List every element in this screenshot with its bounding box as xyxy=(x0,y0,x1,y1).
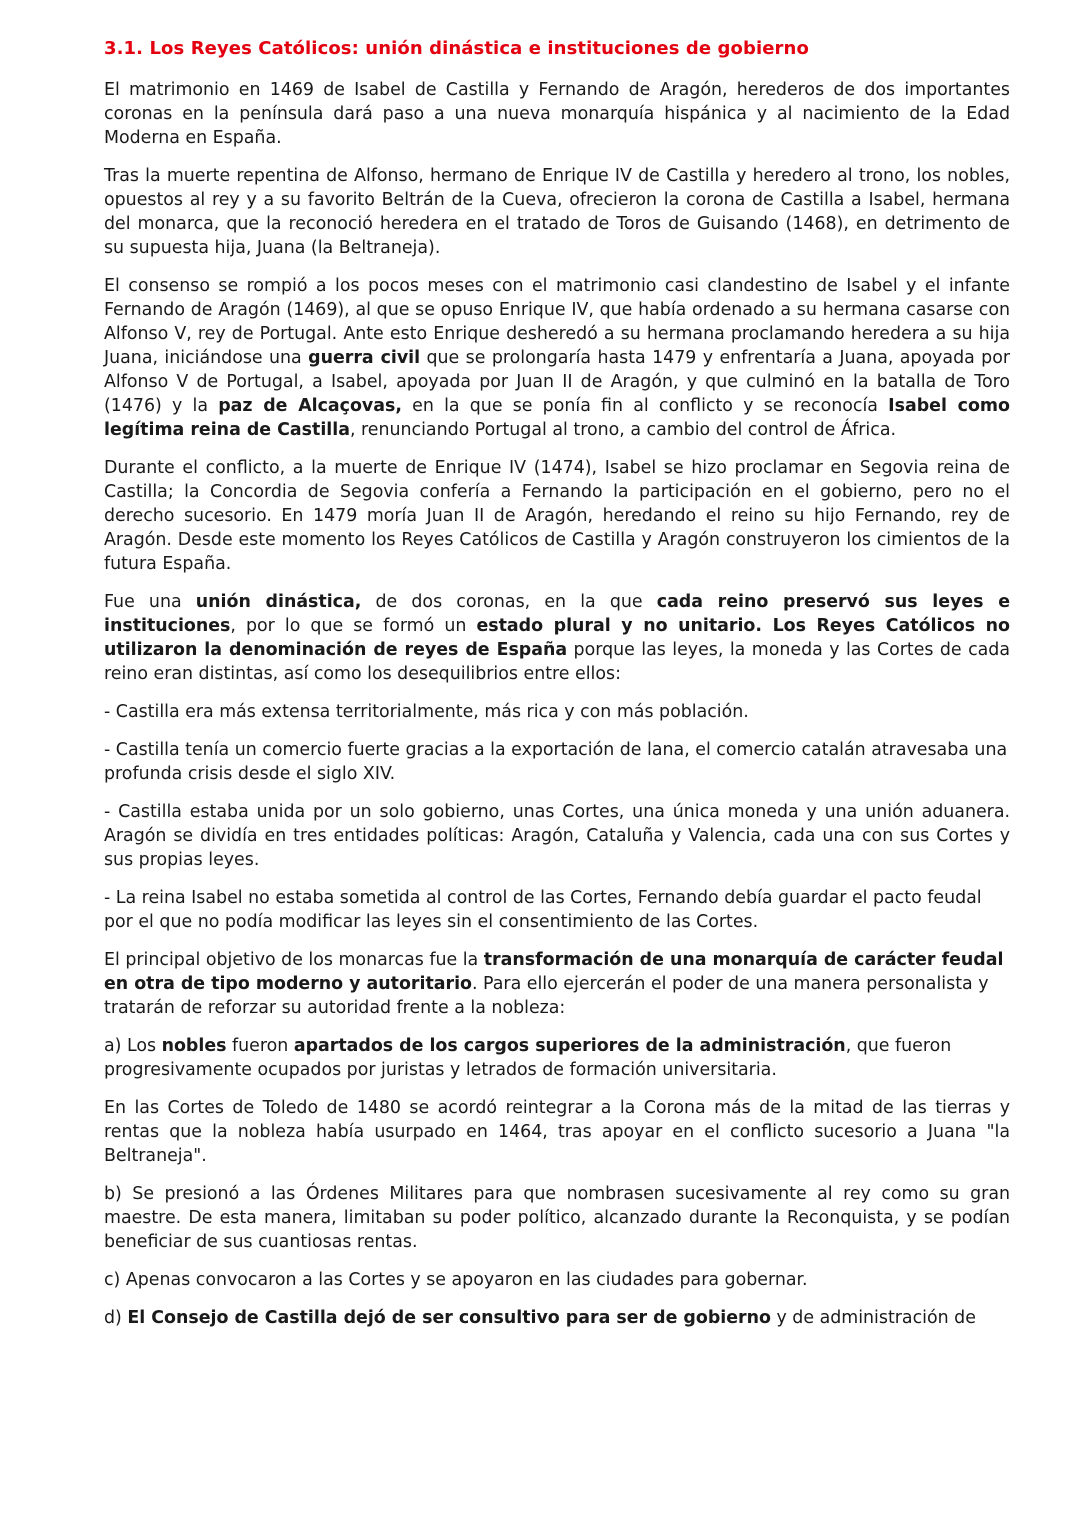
bold-text: Isabel como legítima reina de Castilla xyxy=(104,396,1010,440)
paragraph-succession: Tras la muerte repentina de Alfonso, hermano de Enrique IV de Castilla y heredero al trono, los nobles, opuestos al rey y a su favorito Beltrán de la Cueva, ofrecieron la corona de Castilla a Isabel, hermana del monarca, que la reconoció heredera en el tratado de Toros de Guisando (1468), en detrimento de su supuesta hija, Juana (la Beltraneja). xyxy=(104,166,1010,258)
list-item: - Castilla tenía un comercio fuerte gracias a la exportación de lana, el comercio catalán atravesaba una profunda crisis desde el siglo XIV. xyxy=(104,740,1008,784)
text-run: en la que se ponía fin al conflicto y se reconocía xyxy=(401,396,889,416)
paragraph-toledo: En las Cortes de Toledo de 1480 se acordó reintegrar a la Corona más de la mitad de las tierras y rentas que la nobleza había usurpado en 1464, tras apoyar en el conflicto sucesorio a Juana "la Beltraneja". xyxy=(104,1098,1010,1166)
text-run: . Para ello ejercerán el poder de una manera personalista y tratarán de reforzar su autoridad frente a la nobleza: xyxy=(104,974,989,1018)
bold-text: El Consejo de Castilla dejó de ser consultivo para ser de gobierno xyxy=(127,1308,771,1328)
text-run: , que fueron progresivamente ocupados por juristas y letrados de formación universitaria. xyxy=(104,1036,952,1080)
bold-text: cada reino preservó sus leyes e instituciones xyxy=(104,592,1011,636)
text-run: de dos coronas, en la que xyxy=(361,592,657,612)
bold-text: paz de Alcaçovas, xyxy=(218,396,402,416)
paragraph-council xyxy=(104,1306,1010,1330)
text-run: El principal objetivo de los monarcas fue la xyxy=(104,950,484,970)
paragraph-nobles xyxy=(104,1034,1010,1082)
text-run: , renunciando Portugal al trono, a cambio del control de África. xyxy=(349,420,897,440)
text-run: El consenso se rompió a los pocos meses con el matrimonio casi clandestino de Isabel y el infante Fernando de Aragón (1469), al que se opuso Enrique IV, que había ordenado a su hermana casarse con Alfonso V, rey de Portugal. Ante esto Enrique desheredó a su hermana proclamando heredera a su hija Juana, iniciándose una xyxy=(104,276,1010,368)
text-run: que se prolongaría hasta 1479 y enfrentaría a Juana, apoyada por Alfonso V de Portugal, a Isabel, apoyada por Juan II de Aragón, y que culminó en la batalla de Toro (1476) y la xyxy=(104,348,1010,416)
section-title: 3.1. Los Reyes Católicos: unión dinástica e instituciones de gobierno xyxy=(104,38,809,59)
list-item: - Castilla estaba unida por un solo gobierno, unas Cortes, una única moneda y una unión aduanera. Aragón se dividía en tres entidades políticas: Aragón, Cataluña y Valencia, cada una con sus Cortes y sus propias leyes. xyxy=(104,802,1010,870)
bold-text: estado plural y no unitario. Los Reyes Católicos no utilizaron la denominación de reyes de España xyxy=(104,616,1011,660)
text-run: y de administración de xyxy=(770,1308,976,1328)
text-run: , por lo que se formó un xyxy=(230,616,477,636)
text-run: porque las leyes, la moneda y las Cortes de cada reino eran distintas, así como los desequilibrios entre ellos: xyxy=(104,640,1010,684)
paragraph-segovia: Durante el conflicto, a la muerte de Enrique IV (1474), Isabel se hizo proclamar en Segovia reina de Castilla; la Concordia de Segovia confería a Fernando la participación en el gobierno, pero no el derecho sucesorio. En 1479 moría Juan II de Aragón, heredando el reino su hijo Fernando, rey de Aragón. Desde este momento los Reyes Católicos de Castilla y Aragón construyeron los cimientos de la futura España. xyxy=(104,458,1010,574)
bold-text: unión dinástica, xyxy=(195,592,362,612)
text-run: d) xyxy=(104,1308,128,1328)
bold-text: transformación de una monarquía de carácter feudal en otra de tipo moderno y autoritario xyxy=(104,950,1004,994)
paragraph-cortes: c) Apenas convocaron a las Cortes y se apoyaron en las ciudades para gobernar. xyxy=(104,1270,808,1290)
list-item: - Castilla era más extensa territorialmente, más rica y con más población. xyxy=(104,702,749,722)
bold-text: guerra civil xyxy=(308,348,421,368)
paragraph-marriage: El matrimonio en 1469 de Isabel de Castilla y Fernando de Aragón, herederos de dos importantes coronas en la península dará paso a una nueva monarquía hispánica y al nacimiento de la Edad Moderna en España. xyxy=(104,80,1010,148)
text-run: Fue una xyxy=(104,592,196,612)
text-run: fueron xyxy=(226,1036,294,1056)
bold-text: apartados de los cargos superiores de la administración xyxy=(293,1036,846,1056)
list-item: - La reina Isabel no estaba sometida al control de las Cortes, Fernando debía guardar el pacto feudal por el que no podía modificar las leyes sin el consentimiento de las Cortes. xyxy=(104,888,982,932)
paragraph-military-orders: b) Se presionó a las Órdenes Militares para que nombrasen sucesivamente al rey como su gran maestre. De esta manera, limitaban su poder político, alcanzado durante la Reconquista, y se podían beneficiar de sus cuantiosas rentas. xyxy=(104,1184,1010,1252)
document-page xyxy=(104,36,1010,1344)
paragraph-dynastic-union xyxy=(104,590,1010,686)
bold-text: nobles xyxy=(161,1036,227,1056)
paragraph-civil-war xyxy=(104,274,1010,442)
text-run: a) Los xyxy=(104,1036,162,1056)
paragraph-objective xyxy=(104,948,1010,1020)
